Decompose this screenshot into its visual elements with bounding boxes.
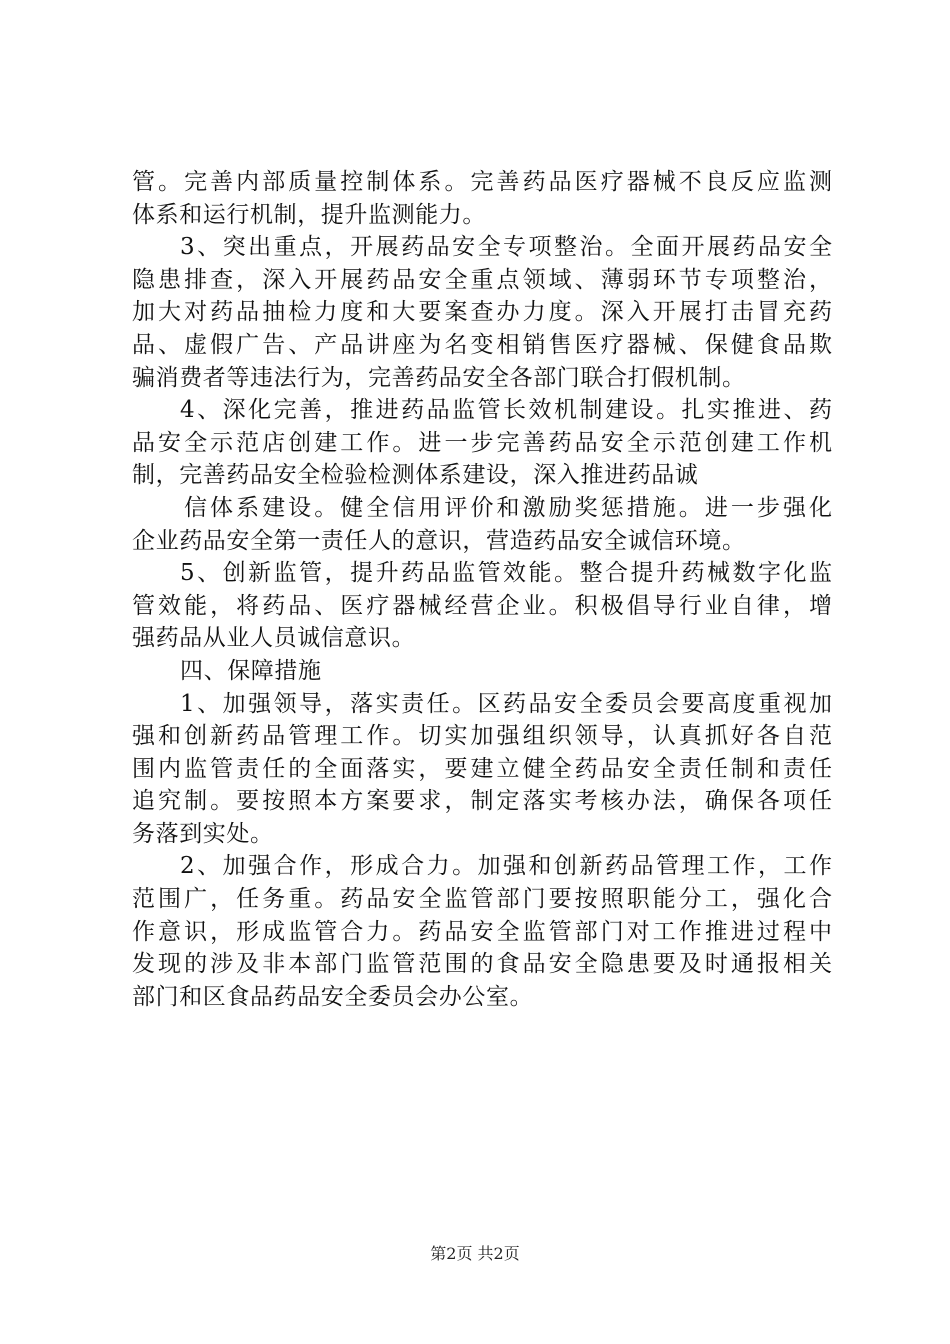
paragraph-s2-start: 2、加强合作，形成合力。加强和创新药品管理工作，工作 (180, 853, 832, 880)
text-line: 强和创新药品管理工作。切实加强组织领导，认真抓好各自范 (132, 723, 832, 750)
text-line: 隐患排查，深入开展药品安全重点领域、薄弱环节专项整治， (132, 266, 832, 293)
text-line: 务落到实处。 (132, 820, 274, 847)
text-line: 管效能，将药品、医疗器械经营企业。积极倡导行业自律，增 (132, 592, 832, 619)
paragraph-5-start: 5、创新监管，提升药品监管效能。整合提升药械数字化监 (180, 560, 832, 587)
text-line: 作意识，形成监管合力。药品安全监管部门对工作推进过程中 (132, 918, 832, 945)
text-line: 管。完善内部质量控制体系。完善药品医疗器械不良反应监测 (132, 169, 832, 195)
text-line: 体系和运行机制，提升监测能力。 (132, 201, 486, 228)
text-line: 围内监管责任的全面落实，要建立健全药品安全责任制和责任 (132, 755, 832, 782)
text-line: 部门和区食品药品安全委员会办公室。 (132, 983, 534, 1010)
paragraph-3-start: 3、突出重点，开展药品安全专项整治。全面开展药品安全 (180, 234, 832, 261)
page-number-footer: 第2页 共2页 (430, 1244, 520, 1263)
text-line: 加大对药品抽检力度和大要案查办力度。深入开展打击冒充药 (132, 299, 832, 326)
text-line: 信体系建设。健全信用评价和激励奖惩措施。进一步强化 (184, 494, 832, 521)
section-heading: 四、保障措施 (180, 657, 322, 684)
paragraph-4-start: 4、深化完善，推进药品监管长效机制建设。扎实推进、药 (180, 397, 832, 424)
text-line: 企业药品安全第一责任人的意识，营造药品安全诚信环境。 (132, 527, 746, 554)
text-line: 强药品从业人员诚信意识。 (132, 625, 416, 652)
text-line: 发现的涉及非本部门监管范围的食品安全隐患要及时通报相关 (132, 951, 832, 978)
text-line: 品、虚假广告、产品讲座为名变相销售医疗器械、保健食品欺 (132, 331, 832, 358)
paragraph-s1-start: 1、加强领导，落实责任。区药品安全委员会要高度重视加 (180, 690, 832, 717)
document-body (132, 166, 832, 1013)
text-line: 范围广，任务重。药品安全监管部门要按照职能分工，强化合 (132, 886, 832, 913)
text-line: 制，完善药品安全检验检测体系建设，深入推进药品诚 (132, 462, 699, 489)
text-line: 骗消费者等违法行为，完善药品安全各部门联合打假机制。 (132, 364, 746, 391)
text-line: 品安全示范店创建工作。进一步完善药品安全示范创建工作机 (132, 429, 832, 456)
text-line: 追究制。要按照本方案要求，制定落实考核办法，确保各项任 (132, 788, 832, 815)
